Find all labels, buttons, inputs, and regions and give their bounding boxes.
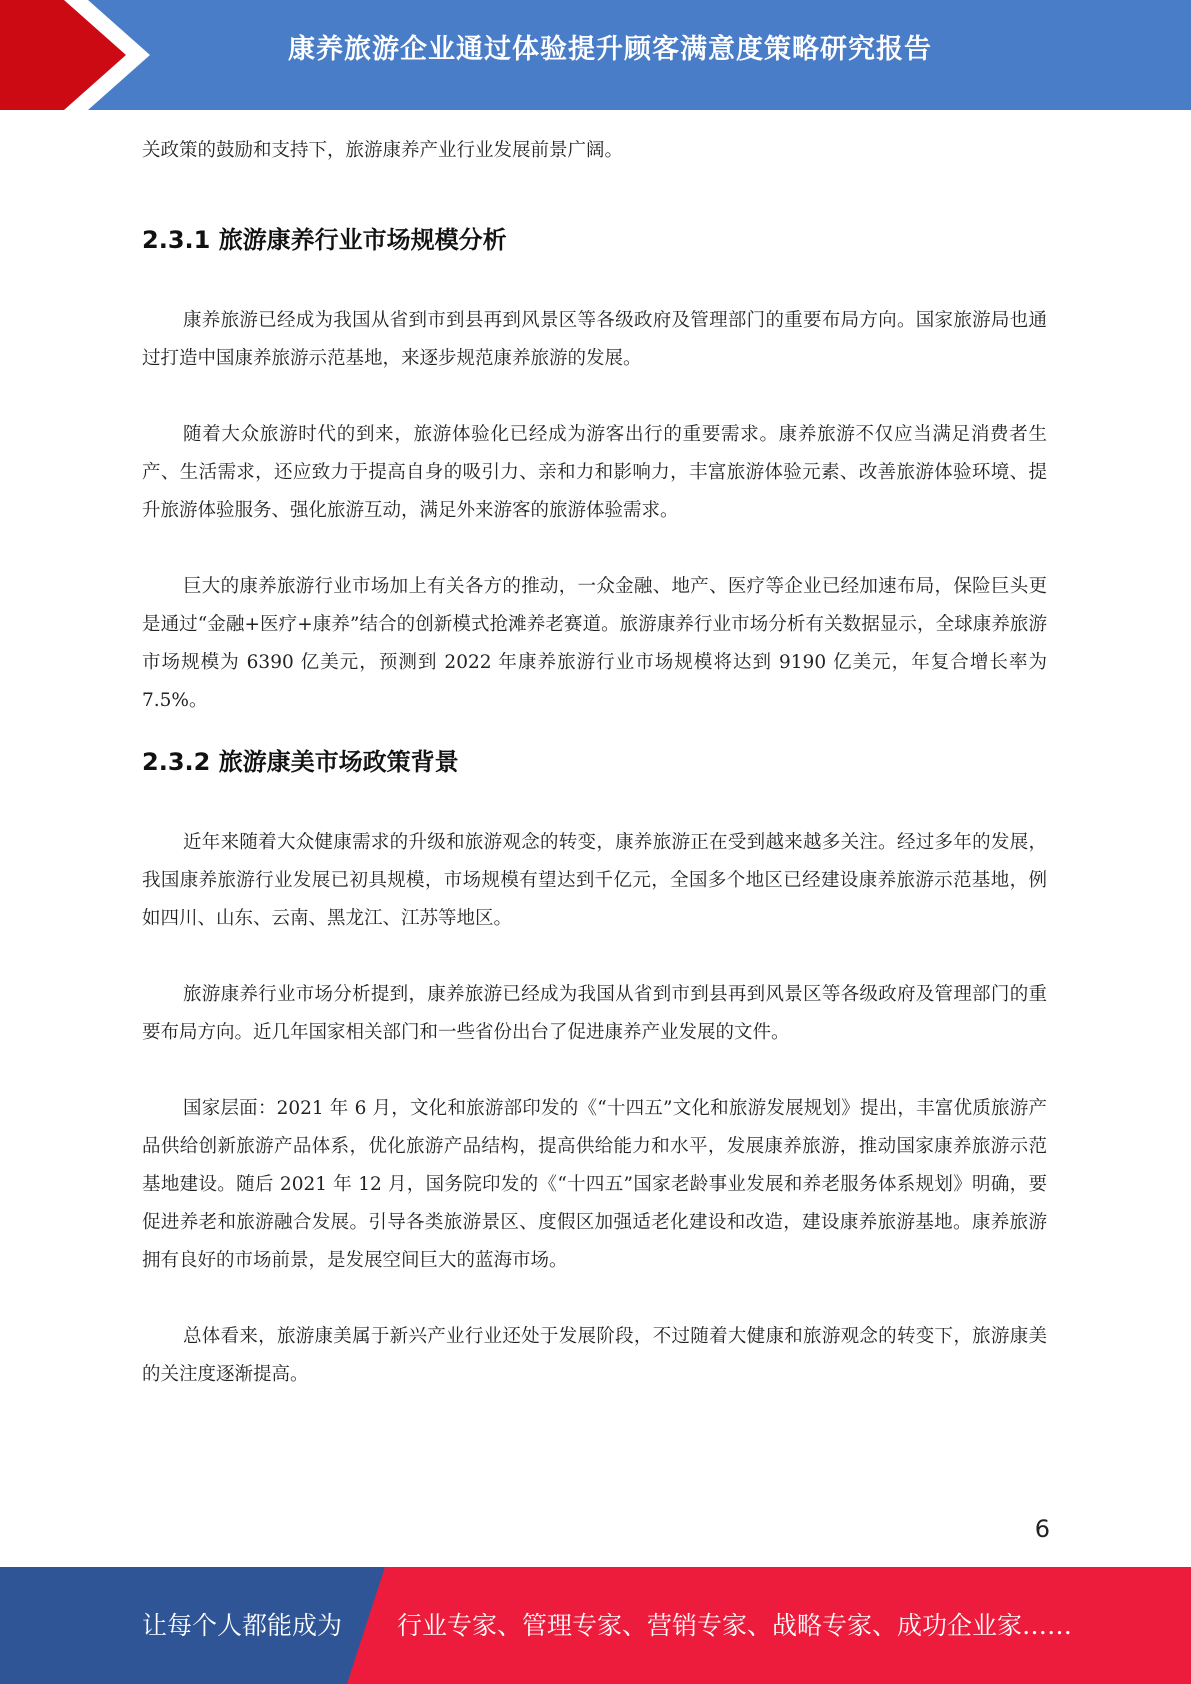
intro-line: 关政策的鼓励和支持下，旅游康养产业行业发展前景广阔。 <box>142 140 624 161</box>
paragraph: 随着大众旅游时代的到来，旅游体验化已经成为游客出行的重要需求。康养旅游不仅应当满足消费者生产、生活需求，还应致力于提高自身的吸引力、亲和力和影响力，丰富旅游体验元素、改善旅游体验环境、提升旅游体验服务、强化旅游互动，满足外来游客的旅游体验需求。 <box>142 424 1047 521</box>
section-heading-2-3-1: 2.3.1 旅游康养行业市场规模分析 <box>142 226 507 254</box>
page-header <box>0 0 1191 110</box>
paragraph: 康养旅游已经成为我国从省到市到县再到风景区等各级政府及管理部门的重要布局方向。国家旅游局也通过打造中国康养旅游示范基地，来逐步规范康养旅游的发展。 <box>142 310 1047 369</box>
paragraph: 国家层面：2021 年 6 月，文化和旅游部印发的《“十四五”文化和旅游发展规划》提出，丰富优质旅游产品供给创新旅游产品体系，优化旅游产品结构，提高供给能力和水平，发展康养旅游，推动国家康养旅游示范基地建设。随后 2021 年 12 月，国务院印发的《“十四五”国家老龄事业发展和养老服务体系规划》明确，要促进养老和旅游融合发展。引导各类旅游景区、度假区加强适老化建设和改造，建设康养旅游基地。康养旅游拥有良好的市场前景，是发展空间巨大的蓝海市场。 <box>142 1098 1047 1271</box>
footer-slogan-left: 让每个人都能成为 <box>142 1611 343 1640</box>
chevron-decoration-icon <box>0 0 160 110</box>
paragraph: 巨大的康养旅游行业市场加上有关各方的推动，一众金融、地产、医疗等企业已经加速布局，保险巨头更是通过“金融+医疗+康养”结合的创新模式抢滩养老赛道。旅游康养行业市场分析有关数据显示，全球康养旅游市场规模为 6390 亿美元，预测到 2022 年康养旅游行业市场规模将达到 9190 亿美元，年复合增长率为 7.5%。 <box>142 576 1047 711</box>
report-title: 康养旅游企业通过体验提升顾客满意度策略研究报告 <box>288 34 932 65</box>
footer-slogan-right: 行业专家、管理专家、营销专家、战略专家、成功企业家…… <box>397 1611 1073 1640</box>
page-body <box>142 132 1047 1394</box>
page-number: 6 <box>1034 1515 1050 1543</box>
paragraph: 旅游康养行业市场分析提到，康养旅游已经成为我国从省到市到县再到风景区等各级政府及管理部门的重要布局方向。近几年国家相关部门和一些省份出台了促进康养产业发展的文件。 <box>142 984 1047 1043</box>
page-footer <box>0 1567 1191 1684</box>
paragraph: 近年来随着大众健康需求的升级和旅游观念的转变，康养旅游正在受到越来越多关注。经过多年的发展，我国康养旅游行业发展已初具规模，市场规模有望达到千亿元，全国多个地区已经建设康养旅游示范基地，例如四川、山东、云南、黑龙江、江苏等地区。 <box>142 832 1047 929</box>
section-heading-2-3-2: 2.3.2 旅游康美市场政策背景 <box>142 748 459 776</box>
paragraph: 总体看来，旅游康美属于新兴产业行业还处于发展阶段，不过随着大健康和旅游观念的转变下，旅游康美的关注度逐渐提高。 <box>142 1326 1047 1385</box>
